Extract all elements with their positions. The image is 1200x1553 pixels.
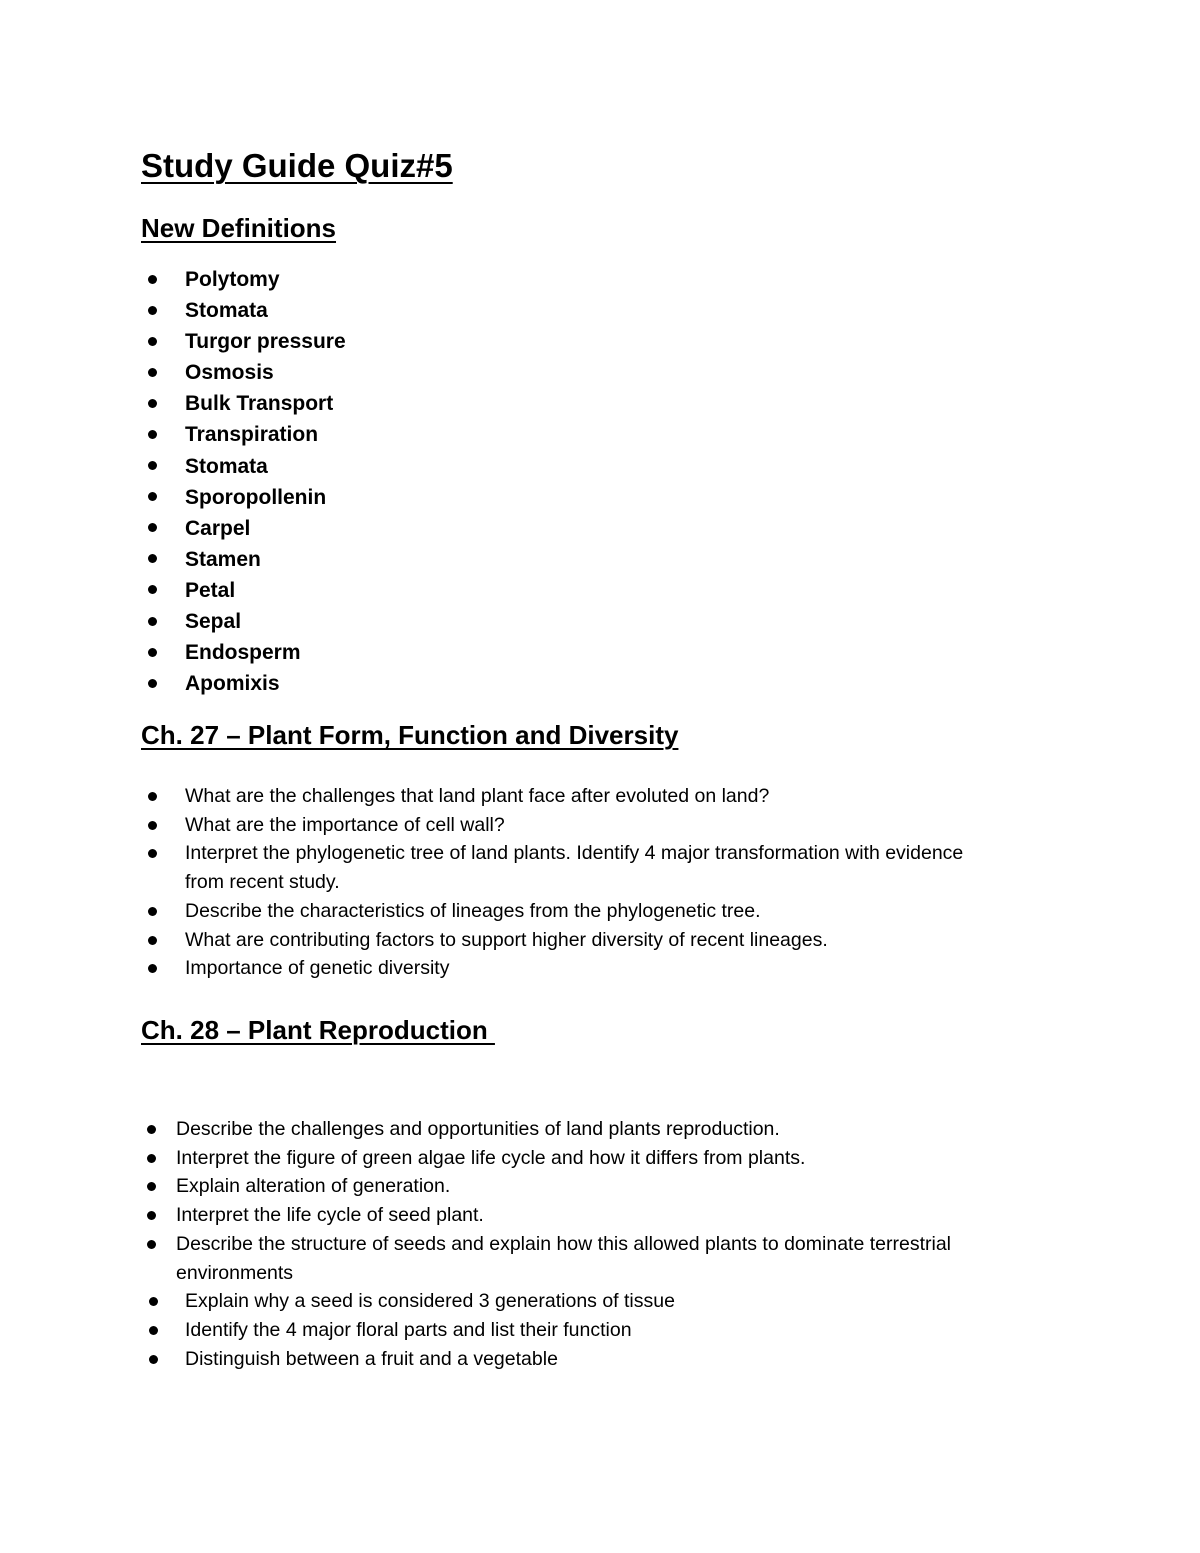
bullet-icon <box>148 585 157 594</box>
definition-term: Stomata <box>185 454 268 478</box>
bullet-icon <box>148 275 157 284</box>
definition-term: Sepal <box>185 610 242 634</box>
list-item <box>185 668 346 699</box>
definition-term: Transpiration <box>185 423 319 447</box>
section-heading-ch28: Ch. 28 – Plant Reproduction <box>141 1015 495 1045</box>
list-item <box>176 1172 1056 1201</box>
list-item <box>176 1287 1065 1316</box>
list-item <box>176 1201 1056 1230</box>
bullet-icon <box>148 492 157 501</box>
definition-term: Bulk Transport <box>185 392 334 416</box>
question-text: Identify the 4 major floral parts and list their function <box>185 1318 632 1341</box>
definition-term: Endosperm <box>185 641 301 665</box>
bullet-icon <box>149 1297 158 1306</box>
list-item <box>185 326 346 357</box>
list-item <box>185 513 346 544</box>
list-item <box>176 1144 1056 1173</box>
question-text: Describe the structure of seeds and explain how this allowed plants to dominate terrestrial environments <box>176 1232 951 1284</box>
list-item <box>185 897 1005 926</box>
bullet-icon <box>148 849 157 858</box>
list-item <box>185 782 1005 811</box>
list-item <box>185 482 346 513</box>
question-text: Explain why a seed is considered 3 generations of tissue <box>185 1290 675 1313</box>
definition-term: Polytomy <box>185 268 280 291</box>
question-text: Describe the challenges and opportunities of land plants reproduction. <box>176 1118 780 1140</box>
list-item <box>176 1316 1065 1345</box>
question-text: What are contributing factors to support higher diversity of recent lineages. <box>185 928 828 951</box>
bullet-icon <box>147 1240 156 1249</box>
bullet-icon <box>148 821 157 830</box>
question-text: Interpret the phylogenetic tree of land plants. Identify 4 major transformation with evidence from recent study. <box>185 842 964 894</box>
list-item <box>185 606 346 637</box>
list-item <box>185 954 1005 983</box>
list-item <box>185 264 346 295</box>
list-item <box>185 637 346 668</box>
question-text: What are the challenges that land plant face after evoluted on land? <box>185 785 770 807</box>
definition-term: Osmosis <box>185 361 274 385</box>
bullet-icon <box>147 1211 156 1220</box>
list-item <box>185 926 1005 955</box>
bullet-icon <box>148 430 157 439</box>
list-item <box>185 575 346 606</box>
bullet-icon <box>148 368 157 377</box>
bullet-icon <box>148 679 157 688</box>
list-item <box>185 357 346 388</box>
list-item <box>185 295 346 326</box>
bullet-icon <box>148 523 157 532</box>
definitions-list <box>185 264 346 699</box>
question-text: Interpret the life cycle of seed plant. <box>176 1204 484 1227</box>
question-text: Describe the characteristics of lineages from the phylogenetic tree. <box>185 899 761 922</box>
question-text: Interpret the figure of green algae life cycle and how it differs from plants. <box>176 1146 806 1169</box>
definition-term: Petal <box>185 578 236 602</box>
definition-term: Apomixis <box>185 672 280 696</box>
question-text: Explain alteration of generation. <box>176 1175 451 1198</box>
bullet-icon <box>148 399 157 408</box>
bullet-icon <box>148 617 157 626</box>
bullet-icon <box>148 964 157 973</box>
list-item <box>176 1230 1056 1287</box>
bullet-icon <box>148 337 157 346</box>
bullet-icon <box>149 1355 158 1364</box>
bullet-icon <box>147 1154 156 1163</box>
bullet-icon <box>148 554 157 563</box>
ch27-question-list <box>185 782 1005 983</box>
section-heading-ch27: Ch. 27 – Plant Form, Function and Diversity <box>141 720 679 750</box>
list-item <box>185 811 1005 840</box>
ch28-question-list <box>176 1115 1065 1373</box>
bullet-icon <box>148 306 157 315</box>
bullet-icon <box>148 936 157 945</box>
definition-term: Turgor pressure <box>185 330 346 354</box>
list-item <box>185 451 346 482</box>
question-text: Importance of genetic diversity <box>185 957 450 980</box>
list-item <box>176 1345 1065 1374</box>
bullet-icon <box>148 792 157 801</box>
bullet-icon <box>149 1326 158 1335</box>
definition-term: Sporopollenin <box>185 485 327 509</box>
definition-term: Stomata <box>185 299 268 323</box>
definition-term: Stamen <box>185 547 261 571</box>
bullet-icon <box>148 648 157 657</box>
bullet-icon <box>148 907 157 916</box>
bullet-icon <box>147 1125 156 1134</box>
list-item <box>176 1115 1056 1144</box>
section-heading-new-definitions: New Definitions <box>141 213 337 243</box>
list-item <box>185 839 1005 896</box>
bullet-icon <box>148 461 157 470</box>
question-text: Distinguish between a fruit and a vegetable <box>185 1347 558 1370</box>
bullet-icon <box>147 1182 156 1191</box>
question-text: What are the importance of cell wall? <box>185 813 505 836</box>
list-item <box>185 544 346 575</box>
list-item <box>185 419 346 450</box>
list-item <box>185 388 346 419</box>
document-title: Study Guide Quiz#5 <box>141 147 453 184</box>
definition-term: Carpel <box>185 516 251 540</box>
